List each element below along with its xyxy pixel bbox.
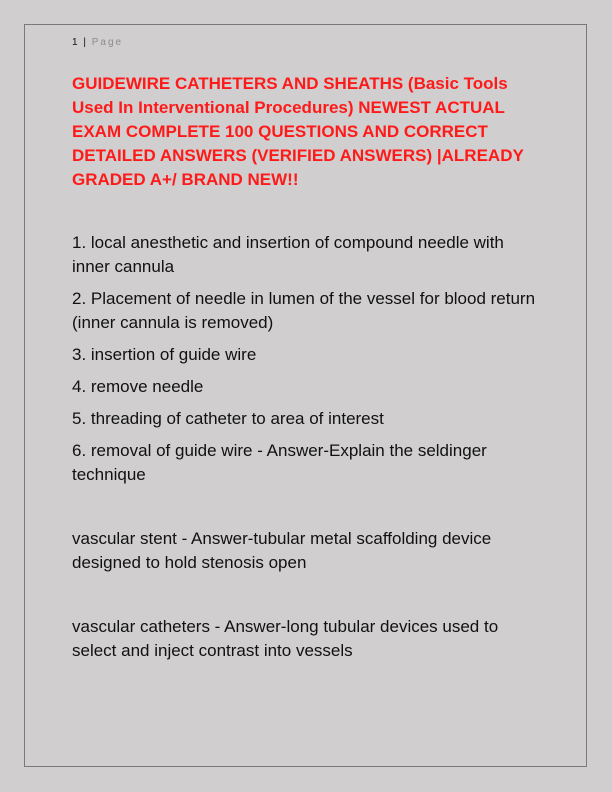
step-item: 1. local anesthetic and insertion of compound needle with inner cannula [72, 233, 504, 276]
step-item: 6. removal of guide wire - Answer-Explain the seldinger technique [72, 441, 487, 484]
document-body [72, 231, 542, 663]
page-number-label: Page [91, 37, 124, 48]
step-item: 5. threading of catheter to area of interest [72, 409, 384, 428]
document-title: GUIDEWIRE CATHETERS AND SHEATHS (Basic Tools Used In Interventional Procedures) NEWEST ACTUAL EXAM COMPLETE 100 QUESTIONS AND CORRECT DETAILED ANSWERS (VERIFIED ANSWERS) |ALREADY GRADED A+/ BRAND NEW!! [72, 74, 524, 189]
page-number-value: 1 [72, 37, 79, 48]
page-number-separator: | [83, 37, 87, 48]
step-item: 3. insertion of guide wire [72, 345, 257, 364]
step-item: 2. Placement of needle in lumen of the vessel for blood return (inner cannula is removed) [72, 289, 536, 332]
qa-item: vascular stent - Answer-tubular metal scaffolding device designed to hold stenosis open [72, 529, 492, 572]
page-number [72, 37, 123, 49]
qa-item: vascular catheters - Answer-long tubular devices used to select and inject contrast into vessels [72, 617, 499, 660]
step-item: 4. remove needle [72, 377, 204, 396]
